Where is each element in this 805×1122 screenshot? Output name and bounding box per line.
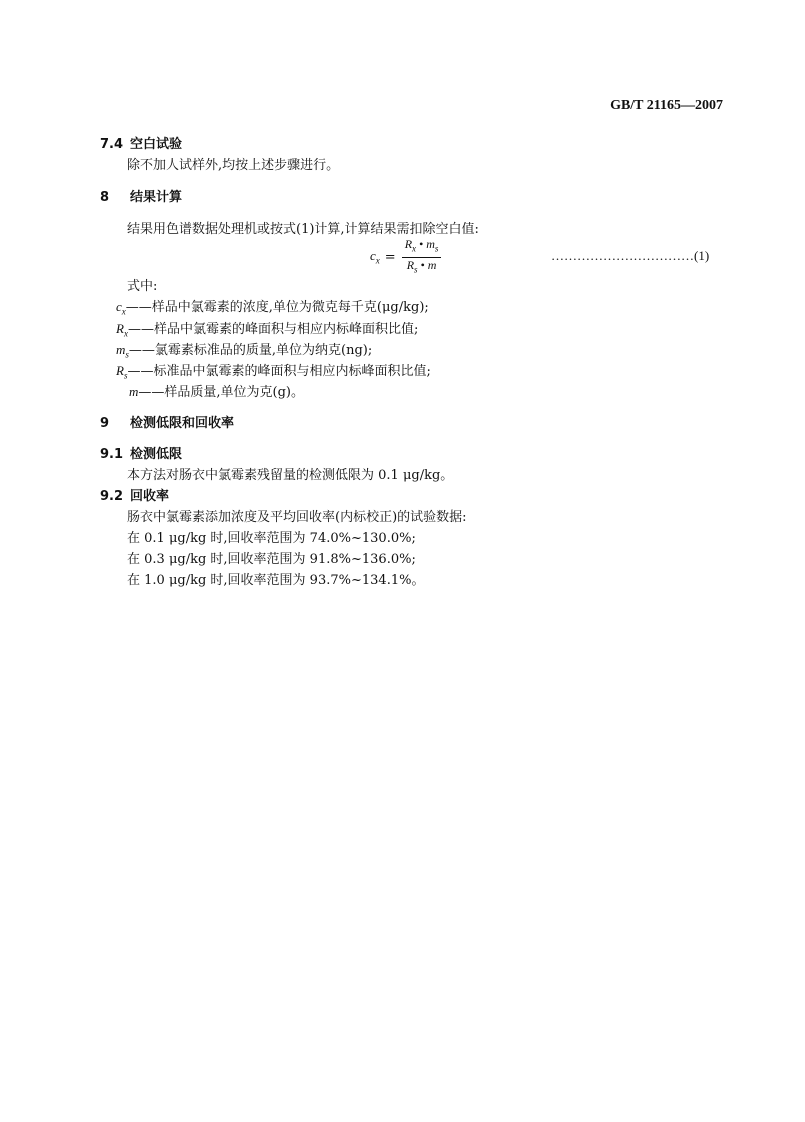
section-title: 回收率 — [130, 489, 170, 504]
section-9-2-intro: 肠衣中氯霉素添加浓度及平均回收率(内标校正)的试验数据: — [127, 510, 467, 525]
variable-definition: $m_s——$氯霉素标准品的质量,单位为纳克(ng); — [116, 342, 373, 360]
recovery-item: 在 0.1 μg/kg 时,回收率范围为 74.0%~130.0%; — [127, 531, 416, 546]
section-9-heading — [100, 415, 234, 433]
section-title: 检测低限 — [130, 447, 183, 462]
section-9-1-heading — [100, 446, 182, 464]
section-number: 9 — [100, 416, 110, 431]
formula-equals: = — [384, 249, 396, 265]
section-number: 9.1 — [100, 447, 124, 462]
formula-1 — [370, 237, 441, 274]
section-7-4-body: 除不加人试样外,均按上述步骤进行。 — [127, 158, 340, 173]
section-title: 结果计算 — [130, 190, 183, 205]
section-number: 9.2 — [100, 489, 124, 504]
section-title: 检测低限和回收率 — [130, 416, 235, 431]
recovery-item: 在 1.0 μg/kg 时,回收率范围为 93.7%~134.1%。 — [127, 573, 425, 588]
section-8-intro: 结果用色谱数据处理机或按式(1)计算,计算结果需扣除空白值: — [127, 222, 479, 237]
formula-numerator: $R_x$ • $m_s$ — [402, 238, 442, 257]
section-title: 空白试验 — [130, 137, 183, 152]
section-7-4-heading — [100, 136, 182, 154]
variable-definition: m——样品质量,单位为克(g)。 — [129, 384, 304, 400]
section-9-1-body: 本方法对肠衣中氯霉素残留量的检测低限为 0.1 μg/kg。 — [127, 468, 454, 483]
section-number: 7.4 — [100, 137, 124, 152]
formula-number: ……………………………(1) — [551, 248, 710, 263]
section-number: 8 — [100, 190, 110, 205]
formula-lhs: $c_x$ — [370, 248, 380, 266]
section-8-heading — [100, 189, 182, 207]
variable-definition: $R_s——$标准品中氯霉素的峰面积与相应内标峰面积比值; — [116, 363, 431, 381]
standard-number: GB/T 21165—2007 — [610, 98, 723, 113]
formula-fraction — [402, 238, 442, 276]
recovery-item: 在 0.3 μg/kg 时,回收率范围为 91.8%~136.0%; — [127, 552, 416, 567]
variable-definition: $R_x——$样品中氯霉素的峰面积与相应内标峰面积比值; — [116, 321, 419, 339]
section-9-2-heading — [100, 488, 169, 506]
formula-denominator: $R_s$ • m — [406, 257, 437, 274]
variable-definition: $c_x——$样品中氯霉素的浓度,单位为微克每千克(μg/kg); — [116, 299, 429, 317]
where-label: 式中: — [127, 279, 158, 294]
